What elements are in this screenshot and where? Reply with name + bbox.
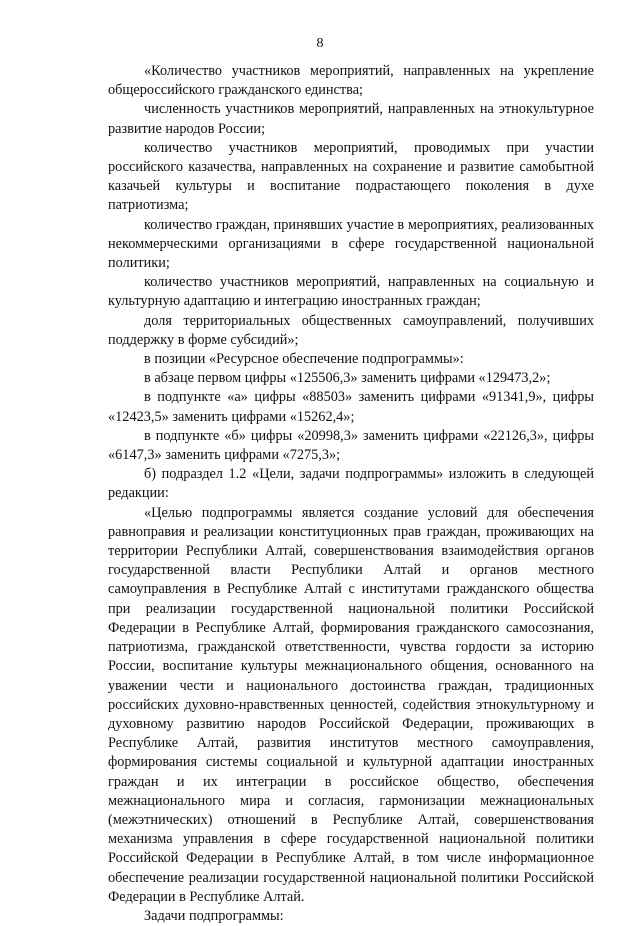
paragraph-tasks-heading: Задачи подпрограммы: — [144, 907, 284, 924]
paragraph-indicator-nko: количество граждан, принявших участие в мероприятиях, реализованных некоммерческими организациями в сфере государственной национальной политики; — [108, 216, 594, 272]
paragraph-indicator-ethnocultural: численность участников мероприятий, направленных на этнокультурное развитие народов России; — [108, 101, 594, 137]
document-body — [108, 62, 594, 926]
paragraph-indicator-civic-unity: «Количество участников мероприятий, направленных на укрепление общероссийского гражданского единства; — [108, 63, 594, 99]
paragraph-indicator-cossacks: количество участников мероприятий, проводимых при участии российского казачества, направленных на сохранение и развитие самобытной казачьей культуры и воспитание подрастающего поколения в духе патриотизма; — [108, 139, 594, 214]
paragraph-section-1-2: б) подраздел 1.2 «Цели, задачи подпрограммы» изложить в следующей редакции: — [108, 466, 594, 502]
paragraph-resource-position: в позиции «Ресурсное обеспечение подпрограммы»: — [144, 351, 464, 368]
page-number: 8 — [316, 36, 324, 51]
paragraph-indicator-tos: доля территориальных общественных самоуправлений, получивших поддержку в форме субсидий»; — [108, 312, 594, 348]
paragraph-subprogram-goal: «Целью подпрограммы является создание условий для обеспечения равноправия и реализации конституционных прав граждан, проживающих на территории Республики Алтай, совершенствования взаимодействия органов государственной власти Республики Алтай и органов местного самоуправления в Республике Алтай с институтами гражданского общества при реализации государственной национальной политики Российской Федерации в Республике Алтай, формирования гражданского самосознания, патриотизма, гражданской ответственности, чувства гордости за историю России, воспитание культуры межнационального общения, основанного на уважении чести и национального достоинства граждан, традиционных российских духовно-нравственных ценностей, содействия этнокультурному и духовному развитию народов Российской Федерации, проживающих в Республике Алтай, развития институтов местного самоуправления, формирования системы социальной и культурной адаптации иностранных граждан и их интеграции в российское общество, обеспечения межнационального мира и согласия, гармонизации межнациональных (межэтнических) отношений в Республике Алтай, совершенствования механизма управления в сфере государственной национальной политики Российской Федерации в Республике Алтай, в том числе информационное обеспечение реализации государственной национальной политики Российской Федерации в Республике Алтай. — [108, 504, 594, 905]
paragraph-indicator-migrants: количество участников мероприятий, направленных на социальную и культурную адаптацию и интеграцию иностранных граждан; — [108, 274, 594, 310]
paragraph-first-abzac: в абзаце первом цифры «125506,3» заменить цифрами «129473,2»; — [144, 370, 551, 387]
paragraph-subitem-a: в подпункте «а» цифры «88503» заменить цифрами «91341,9», цифры «12423,5» заменить цифрами «15262,4»; — [108, 389, 594, 425]
paragraph-subitem-b: в подпункте «б» цифры «20998,3» заменить цифрами «22126,3», цифры «6147,3» заменить цифрами «7275,3»; — [108, 427, 594, 464]
